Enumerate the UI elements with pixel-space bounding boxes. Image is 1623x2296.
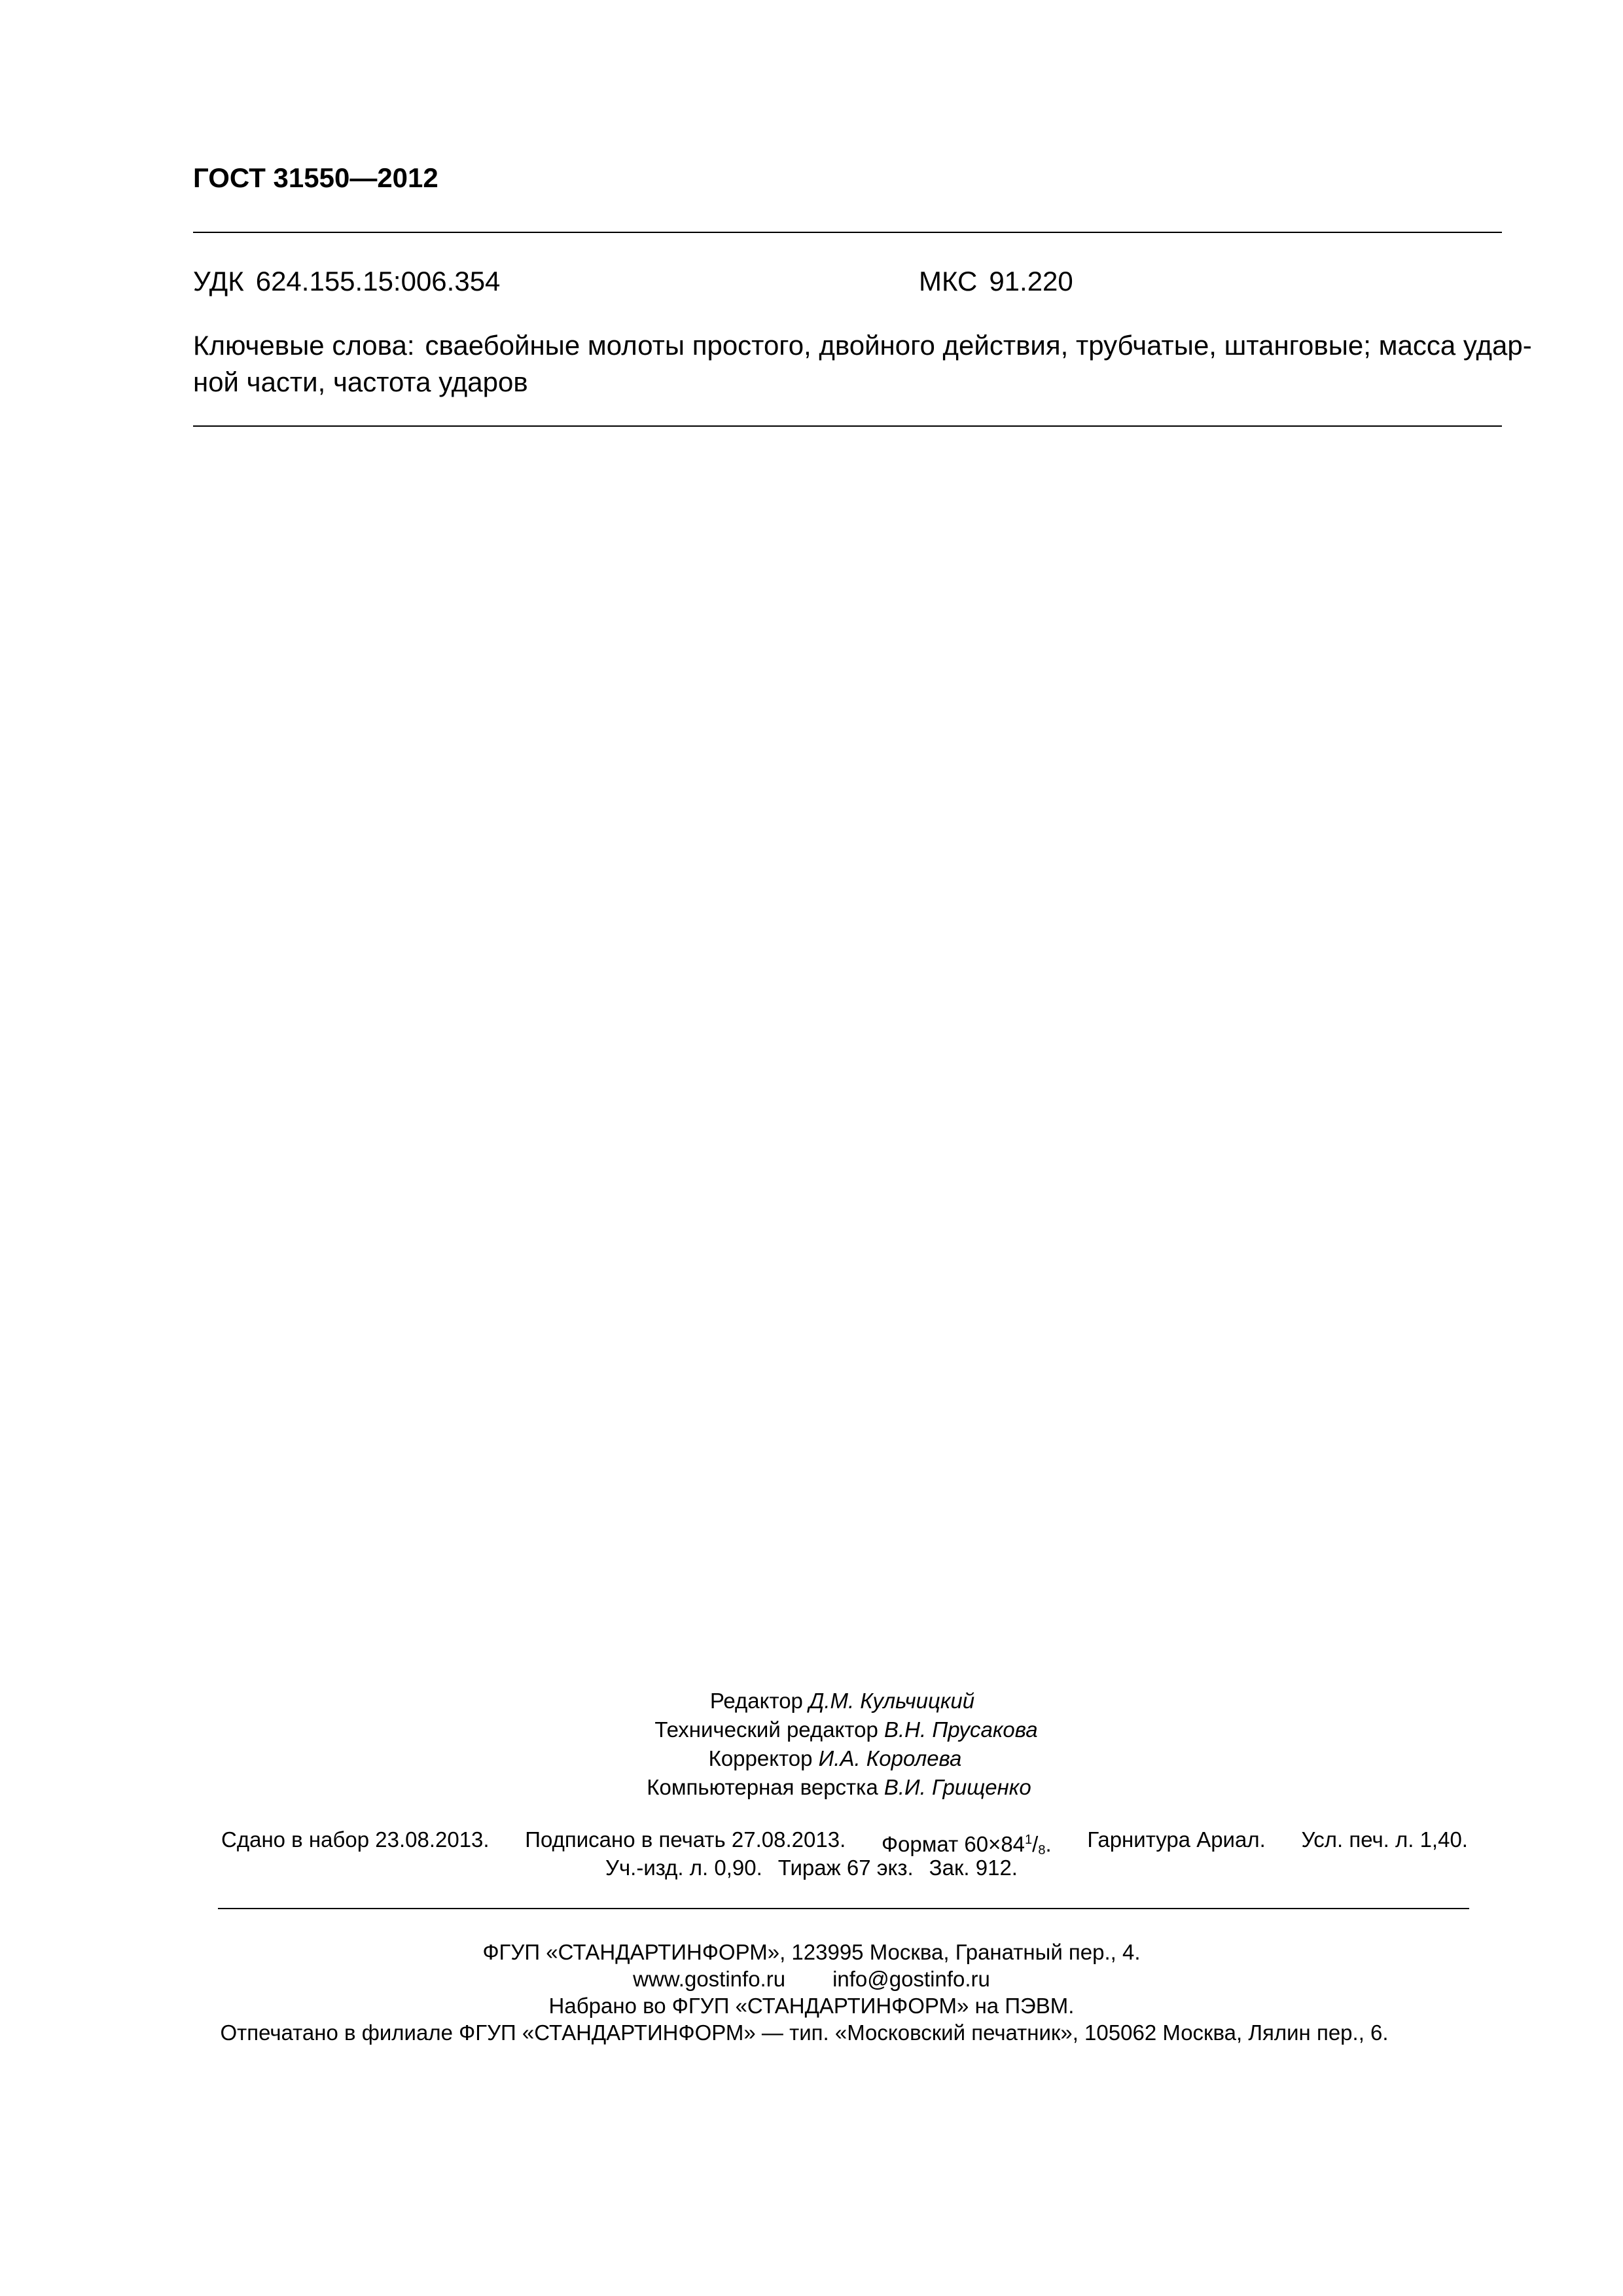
mks-value: 91.220: [989, 266, 1073, 296]
publisher-contacts: [0, 1965, 1623, 1992]
publisher-website-link: www.gostinfo.ru: [633, 1967, 786, 1991]
imprint-order: Зак. 912.: [929, 1856, 1018, 1880]
credit-name: В.Н. Прусакова: [883, 1717, 1038, 1742]
keywords-block: [193, 327, 1532, 401]
credit-role: Редактор: [709, 1689, 803, 1713]
credits-block: [0, 1687, 1623, 1802]
publisher-block: [0, 1939, 1623, 2046]
credit-name: В.И. Грищенко: [883, 1775, 1031, 1799]
imprint-line-2: [0, 1854, 1623, 1882]
credit-role: Компьютерная верстка: [647, 1775, 878, 1799]
credit-row-editor: [31, 1687, 1623, 1715]
credit-row-proofreader: [24, 1744, 1623, 1773]
keywords-line-1: [193, 327, 1532, 364]
publisher-email-link: info@gostinfo.ru: [832, 1967, 990, 1991]
imprint-print-sheets: Усл. печ. л. 1,40.: [1301, 1827, 1468, 1852]
publisher-address: ФГУП «СТАНДАРТИНФОРМ», 123995 Москва, Гранатный пер., 4.: [482, 1940, 1141, 1964]
udk-value: 624.155.15:006.354: [255, 266, 501, 296]
mks-classification: [919, 264, 1073, 298]
credit-row-technical-editor: [35, 1715, 1623, 1744]
imprint-signed: Подписано в печать 27.08.2013.: [525, 1827, 846, 1852]
document-code: ГОСТ 31550—2012: [193, 162, 438, 193]
header-rule-top: [193, 232, 1502, 233]
imprint-submitted: Сдано в набор 23.08.2013.: [221, 1827, 490, 1852]
credit-role: Корректор: [708, 1746, 813, 1770]
keywords-text-1: сваебойные молоты простого, двойного действия, трубчатые, штанговые; масса удар-: [425, 330, 1532, 361]
imprint-publisher-sheets: Уч.-изд. л. 0,90.: [605, 1856, 762, 1880]
mks-label: МКС: [919, 266, 978, 296]
publisher-printed: Отпечатано в филиале ФГУП «СТАНДАРТИНФОРМ» — тип. «Московский печатник», 105062 Москва, Лялин пер., 6.: [220, 2020, 1389, 2045]
keywords-line-2: ной части, частота ударов: [193, 367, 528, 397]
keywords-label: Ключевые слова:: [193, 330, 415, 361]
credit-role: Технический редактор: [654, 1717, 878, 1742]
imprint-format: Формат $60\times 84^1/_8$.: [881, 1832, 1052, 1857]
header-rule-bottom: [193, 425, 1502, 427]
credit-name: Д.М. Кульчицкий: [809, 1689, 975, 1713]
imprint-rule: [218, 1908, 1469, 1909]
imprint-circulation: Тираж 67 экз.: [777, 1856, 914, 1880]
udk-label: УДК: [193, 266, 244, 296]
credit-row-layout: [27, 1773, 1623, 1802]
credit-name: И.А. Королева: [818, 1746, 962, 1770]
imprint-typeface: Гарнитура Ариал.: [1087, 1827, 1266, 1852]
udk-classification: [193, 264, 500, 298]
publisher-typeset: Набрано во ФГУП «СТАНДАРТИНФОРМ» на ПЭВМ.: [548, 1994, 1075, 2018]
